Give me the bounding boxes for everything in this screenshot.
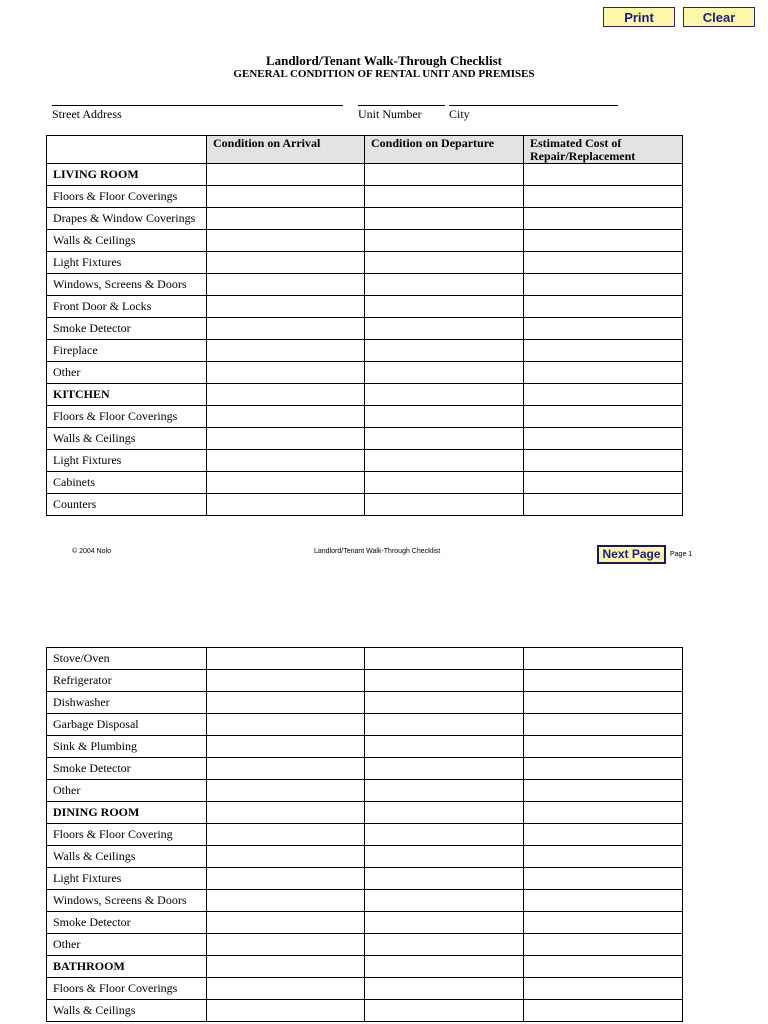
table-row: [47, 692, 683, 714]
cost-cell[interactable]: [524, 824, 683, 846]
item-label: Dishwasher: [47, 692, 207, 714]
departure-cell[interactable]: [365, 384, 524, 406]
footer-doc-name: Landlord/Tenant Walk-Through Checklist: [314, 548, 441, 555]
next-page-button[interactable]: Next Page: [597, 545, 666, 564]
cost-cell[interactable]: [524, 736, 683, 758]
departure-cell[interactable]: [365, 846, 524, 868]
column-header-arrival: Condition on Arrival: [207, 136, 365, 164]
form-subtitle: GENERAL CONDITION OF RENTAL UNIT AND PREMISES: [233, 68, 535, 80]
departure-cell[interactable]: [365, 230, 524, 252]
section-label: BATHROOM: [47, 956, 207, 978]
table-row: [47, 758, 683, 780]
table-row: [47, 736, 683, 758]
street-address-label: Street Address: [52, 107, 122, 121]
arrival-cell[interactable]: [207, 362, 365, 384]
table-row: [47, 230, 683, 252]
unit-number-label: Unit Number: [358, 107, 422, 121]
arrival-cell[interactable]: [207, 428, 365, 450]
table-row: [47, 934, 683, 956]
print-button[interactable]: Print: [603, 7, 675, 27]
departure-cell[interactable]: [365, 472, 524, 494]
cost-cell[interactable]: [524, 472, 683, 494]
section-label: LIVING ROOM: [47, 164, 207, 186]
departure-cell[interactable]: [365, 318, 524, 340]
arrival-cell[interactable]: [207, 824, 365, 846]
departure-cell[interactable]: [365, 274, 524, 296]
table-row: [47, 362, 683, 384]
departure-cell[interactable]: [365, 670, 524, 692]
cost-cell[interactable]: [524, 384, 683, 406]
departure-cell[interactable]: [365, 494, 524, 516]
cost-cell[interactable]: [524, 428, 683, 450]
item-label: Garbage Disposal: [47, 714, 207, 736]
arrival-cell[interactable]: [207, 802, 365, 824]
table-row: [47, 472, 683, 494]
table-row: [47, 978, 683, 1000]
cost-cell[interactable]: [524, 494, 683, 516]
departure-cell[interactable]: [365, 956, 524, 978]
cost-cell[interactable]: [524, 450, 683, 472]
section-label: KITCHEN: [47, 384, 207, 406]
arrival-cell[interactable]: [207, 692, 365, 714]
item-label: Sink & Plumbing: [47, 736, 207, 758]
departure-cell[interactable]: [365, 1000, 524, 1022]
arrival-cell[interactable]: [207, 186, 365, 208]
unit-number-field[interactable]: [358, 105, 445, 106]
table-row: [47, 428, 683, 450]
item-label: Other: [47, 934, 207, 956]
section-label: DINING ROOM: [47, 802, 207, 824]
table-row: [47, 318, 683, 340]
arrival-cell[interactable]: [207, 758, 365, 780]
departure-cell[interactable]: [365, 912, 524, 934]
section-header-row: [47, 956, 683, 978]
arrival-cell[interactable]: [207, 846, 365, 868]
table-row: [47, 494, 683, 516]
cost-cell[interactable]: [524, 1000, 683, 1022]
departure-cell[interactable]: [365, 978, 524, 1000]
table-row: [47, 912, 683, 934]
cost-cell[interactable]: [524, 318, 683, 340]
item-label: Stove/Oven: [47, 648, 207, 670]
item-label: Walls & Ceilings: [47, 1000, 207, 1022]
copyright-text: © 2004 Nolo: [72, 548, 112, 555]
departure-cell[interactable]: [365, 186, 524, 208]
cost-cell[interactable]: [524, 340, 683, 362]
departure-cell[interactable]: [365, 692, 524, 714]
section-header-row: [47, 384, 683, 406]
table-row: [47, 780, 683, 802]
table-row: [47, 846, 683, 868]
checklist-table-page2: [46, 647, 683, 1022]
table-row: [47, 274, 683, 296]
departure-cell[interactable]: [365, 340, 524, 362]
cost-cell[interactable]: [524, 692, 683, 714]
item-label: Counters: [47, 494, 207, 516]
item-label: Other: [47, 780, 207, 802]
arrival-cell[interactable]: [207, 890, 365, 912]
item-label: Floors & Floor Covering: [47, 824, 207, 846]
arrival-cell[interactable]: [207, 956, 365, 978]
cost-cell[interactable]: [524, 868, 683, 890]
arrival-cell[interactable]: [207, 648, 365, 670]
column-header-cost: Estimated Cost of Repair/Replacement: [524, 136, 683, 164]
cost-cell[interactable]: [524, 230, 683, 252]
cost-cell[interactable]: [524, 648, 683, 670]
arrival-cell[interactable]: [207, 164, 365, 186]
item-label: Light Fixtures: [47, 252, 207, 274]
arrival-cell[interactable]: [207, 274, 365, 296]
item-label: Smoke Detector: [47, 318, 207, 340]
cost-cell[interactable]: [524, 780, 683, 802]
departure-cell[interactable]: [365, 296, 524, 318]
arrival-cell[interactable]: [207, 736, 365, 758]
departure-cell[interactable]: [365, 208, 524, 230]
item-label: Floors & Floor Coverings: [47, 186, 207, 208]
table-row: [47, 252, 683, 274]
table-header-row: [47, 136, 683, 164]
departure-cell[interactable]: [365, 890, 524, 912]
arrival-cell[interactable]: [207, 318, 365, 340]
arrival-cell[interactable]: [207, 230, 365, 252]
arrival-cell[interactable]: [207, 978, 365, 1000]
item-label: Front Door & Locks: [47, 296, 207, 318]
item-label: Cabinets: [47, 472, 207, 494]
table-row: [47, 406, 683, 428]
departure-cell[interactable]: [365, 824, 524, 846]
cost-cell[interactable]: [524, 934, 683, 956]
item-label: Other: [47, 362, 207, 384]
cost-cell[interactable]: [524, 714, 683, 736]
arrival-cell[interactable]: [207, 934, 365, 956]
table-row: [47, 450, 683, 472]
arrival-cell[interactable]: [207, 450, 365, 472]
cost-cell[interactable]: [524, 912, 683, 934]
table-row: [47, 340, 683, 362]
table-row: [47, 890, 683, 912]
cost-cell[interactable]: [524, 846, 683, 868]
table-row: [47, 868, 683, 890]
item-label: Drapes & Window Coverings: [47, 208, 207, 230]
street-address-field[interactable]: [52, 105, 343, 106]
departure-cell[interactable]: [365, 164, 524, 186]
table-row: [47, 648, 683, 670]
departure-cell[interactable]: [365, 736, 524, 758]
arrival-cell[interactable]: [207, 296, 365, 318]
item-label: Light Fixtures: [47, 450, 207, 472]
cost-cell[interactable]: [524, 406, 683, 428]
cost-cell[interactable]: [524, 274, 683, 296]
departure-cell[interactable]: [365, 252, 524, 274]
checklist-table-page1: [46, 135, 683, 516]
departure-cell[interactable]: [365, 428, 524, 450]
table-row: [47, 714, 683, 736]
arrival-cell[interactable]: [207, 868, 365, 890]
section-header-row: [47, 802, 683, 824]
departure-cell[interactable]: [365, 406, 524, 428]
form-title: Landlord/Tenant Walk-Through Checklist: [265, 53, 502, 68]
departure-cell[interactable]: [365, 648, 524, 670]
arrival-cell[interactable]: [207, 1000, 365, 1022]
arrival-cell[interactable]: [207, 494, 365, 516]
arrival-cell[interactable]: [207, 472, 365, 494]
item-label: Windows, Screens & Doors: [47, 890, 207, 912]
item-label: Fireplace: [47, 340, 207, 362]
arrival-cell[interactable]: [207, 208, 365, 230]
table-row: [47, 670, 683, 692]
table-row: [47, 824, 683, 846]
item-label: Floors & Floor Coverings: [47, 978, 207, 1000]
city-label: City: [449, 107, 470, 121]
table-row: [47, 208, 683, 230]
table-row: [47, 186, 683, 208]
item-label: Light Fixtures: [47, 868, 207, 890]
cost-cell[interactable]: [524, 208, 683, 230]
departure-cell[interactable]: [365, 714, 524, 736]
cost-cell[interactable]: [524, 956, 683, 978]
cost-cell[interactable]: [524, 164, 683, 186]
arrival-cell[interactable]: [207, 780, 365, 802]
cost-cell[interactable]: [524, 252, 683, 274]
column-header-departure: Condition on Departure: [365, 136, 524, 164]
cost-cell[interactable]: [524, 670, 683, 692]
cost-cell[interactable]: [524, 186, 683, 208]
arrival-cell[interactable]: [207, 714, 365, 736]
item-label: Smoke Detector: [47, 912, 207, 934]
column-header-item: [47, 136, 207, 164]
arrival-cell[interactable]: [207, 912, 365, 934]
departure-cell[interactable]: [365, 934, 524, 956]
cost-cell[interactable]: [524, 758, 683, 780]
item-label: Windows, Screens & Doors: [47, 274, 207, 296]
item-label: Walls & Ceilings: [47, 230, 207, 252]
table-row: [47, 1000, 683, 1022]
item-label: Floors & Floor Coverings: [47, 406, 207, 428]
departure-cell[interactable]: [365, 802, 524, 824]
table-row: [47, 296, 683, 318]
arrival-cell[interactable]: [207, 406, 365, 428]
page-number: Page 1: [670, 551, 693, 558]
section-header-row: [47, 164, 683, 186]
clear-button[interactable]: Clear: [683, 7, 755, 27]
item-label: Smoke Detector: [47, 758, 207, 780]
arrival-cell[interactable]: [207, 670, 365, 692]
item-label: Refrigerator: [47, 670, 207, 692]
cost-cell[interactable]: [524, 802, 683, 824]
item-label: Walls & Ceilings: [47, 428, 207, 450]
departure-cell[interactable]: [365, 758, 524, 780]
arrival-cell[interactable]: [207, 340, 365, 362]
cost-cell[interactable]: [524, 296, 683, 318]
arrival-cell[interactable]: [207, 384, 365, 406]
departure-cell[interactable]: [365, 362, 524, 384]
cost-cell[interactable]: [524, 978, 683, 1000]
departure-cell[interactable]: [365, 450, 524, 472]
departure-cell[interactable]: [365, 780, 524, 802]
departure-cell[interactable]: [365, 868, 524, 890]
cost-cell[interactable]: [524, 362, 683, 384]
arrival-cell[interactable]: [207, 252, 365, 274]
cost-cell[interactable]: [524, 890, 683, 912]
city-field[interactable]: [449, 105, 618, 106]
item-label: Walls & Ceilings: [47, 846, 207, 868]
